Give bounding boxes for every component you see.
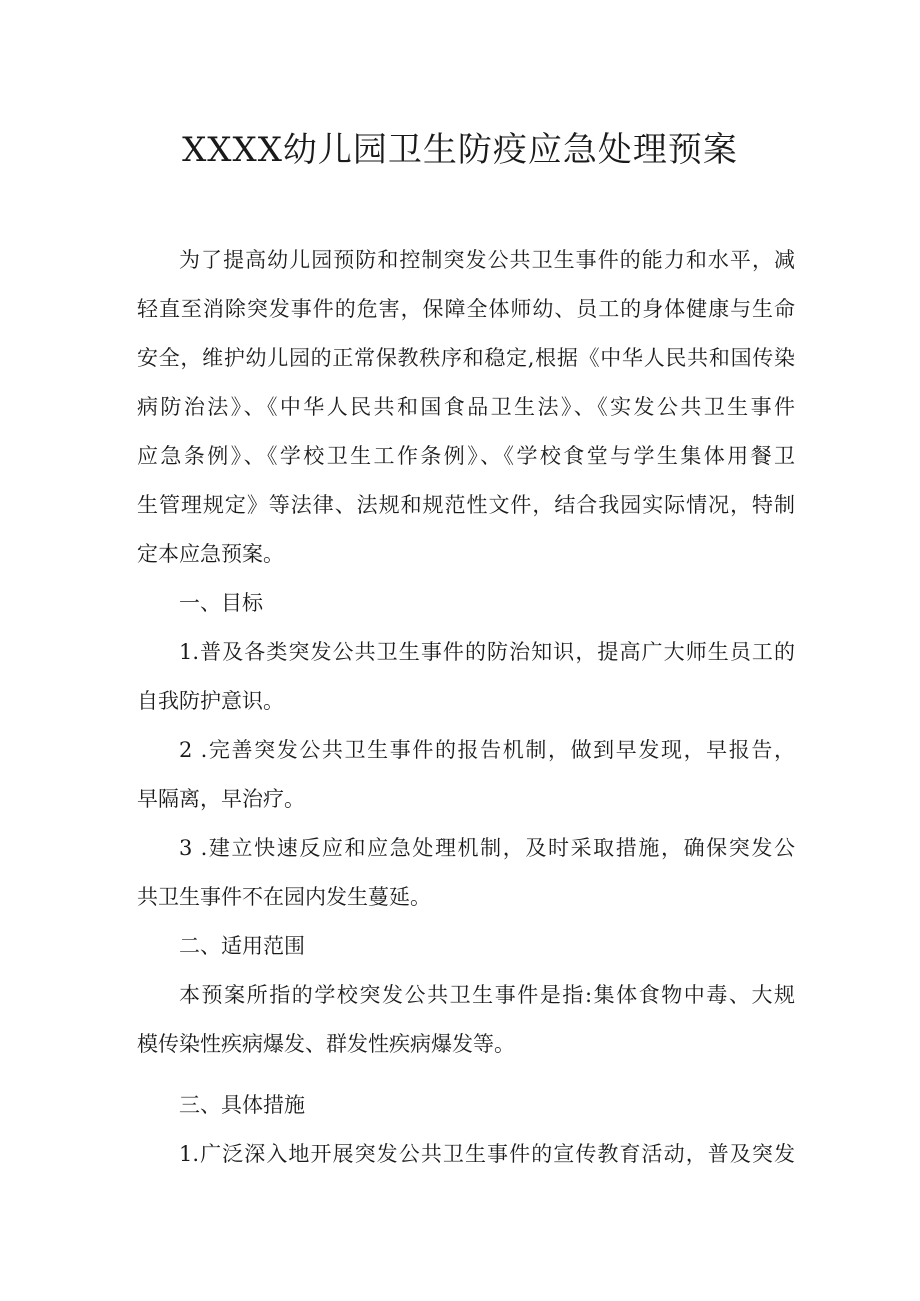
text-line: 3 .建立快速反应和应急处理机制，及时采取措施，确保突发公 (179, 836, 795, 860)
text-line: 本预案所指的学校突发公共卫生事件是指:集体食物中毒、大规 (179, 983, 795, 1007)
text-line: 早隔离，早治疗。 (137, 787, 305, 811)
text-line: 轻直至消除突发事件的危害，保障全体师幼、员工的身体健康与生命 (137, 297, 795, 321)
text-line: 模传染性疾病爆发、群发性疾病爆发等。 (137, 1032, 515, 1056)
text-line: 生管理规定》等法律、法规和规范性文件，结合我园实际情况，特制 (137, 493, 795, 517)
goal-item-3 (137, 824, 795, 922)
section-heading-measures (137, 1081, 795, 1130)
goal-item-2 (137, 726, 795, 824)
document-body (137, 236, 795, 1179)
text-line: 1.普及各类突发公共卫生事件的防治知识，提高广大师生员工的 (179, 640, 795, 664)
text-line: 自我防护意识。 (137, 689, 284, 713)
text-line: 病防治法》、《中华人民共和国食品卫生法》、《实发公共卫生事件 (137, 395, 795, 419)
intro-paragraph (137, 236, 795, 579)
section-heading: 二、适用范围 (179, 934, 305, 958)
text-line: 安全，维护幼儿园的正常保教秩序和稳定,根据《中华人民共和国传染 (137, 346, 795, 370)
section-heading-scope (137, 922, 795, 971)
measure-item-1 (137, 1130, 795, 1179)
scope-paragraph (137, 971, 795, 1069)
section-heading-goals (137, 579, 795, 628)
text-line: 2 .完善突发公共卫生事件的报告机制，做到早发现，早报告， (179, 738, 795, 762)
goal-item-1 (137, 628, 795, 726)
text-line: 共卫生事件不在园内发生蔓延。 (137, 885, 431, 909)
section-heading: 一、目标 (179, 591, 263, 615)
section-heading: 三、具体措施 (179, 1093, 305, 1117)
text-line: 1.广泛深入地开展突发公共卫生事件的宣传教育活动，普及突发 (179, 1142, 795, 1166)
document-title: XXXX幼儿园卫生防疫应急处理预案 (182, 130, 738, 170)
text-line: 定本应急预案。 (137, 542, 284, 566)
text-line: 应急条例》、《学校卫生工作条例》、《学校食堂与学生集体用餐卫 (137, 444, 795, 468)
text-line: 为了提高幼儿园预防和控制突发公共卫生事件的能力和水平，减 (179, 248, 795, 272)
